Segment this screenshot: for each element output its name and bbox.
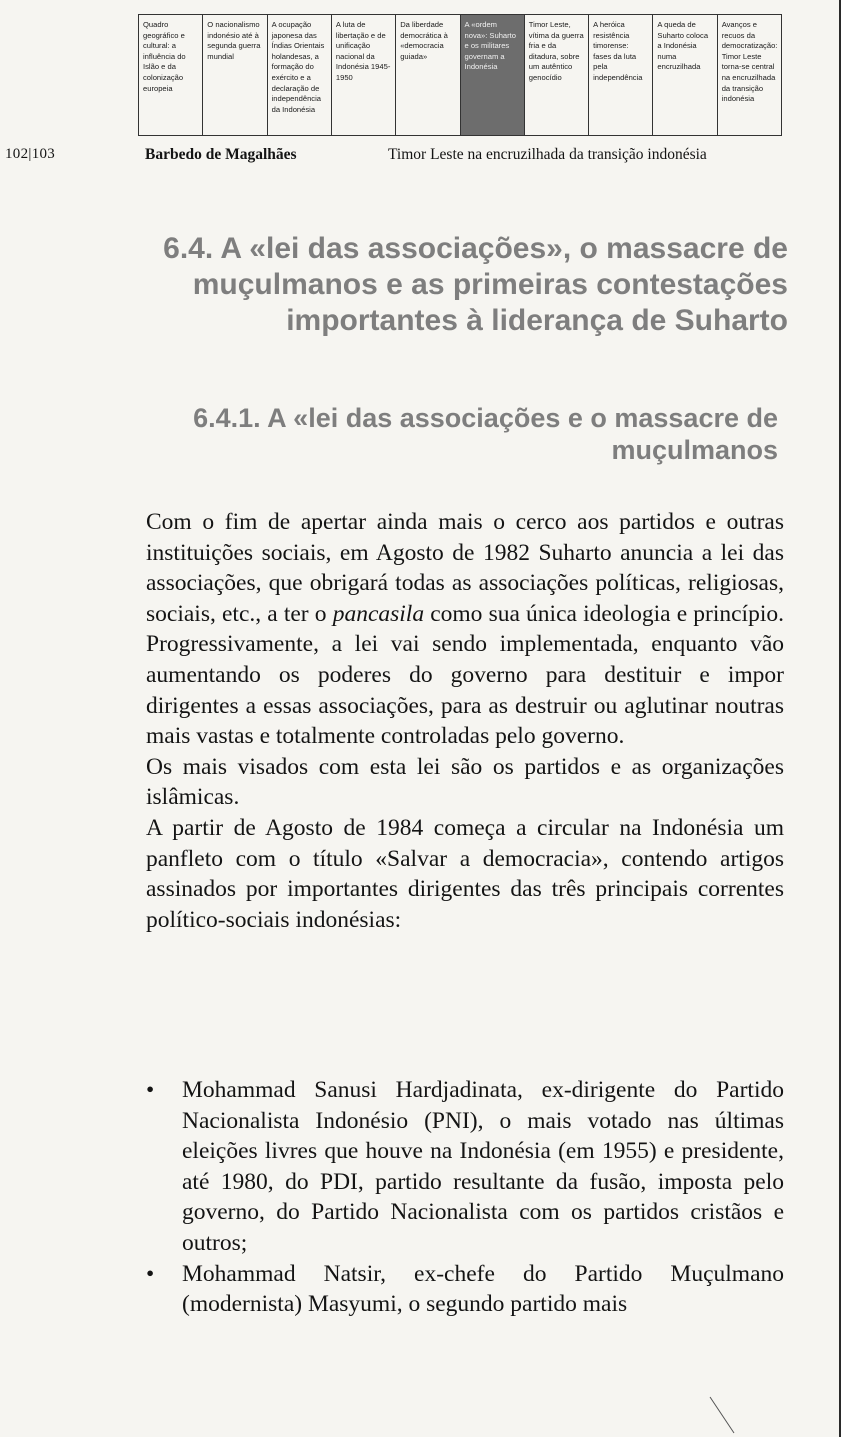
chapter-cell-1: Quadro geográfico e cultural: a influência do Islão e da colonização europeia <box>139 15 203 135</box>
page-numbers: 102|103 <box>5 146 56 162</box>
bullet-marker: • <box>146 1260 155 1287</box>
list-item-text: Mohammad Sanusi Hardjadinata, ex-dirigente do Partido Nacionalista Indonésio (PNI), o mais votado nas últimas eleições livres que houve na Indonésia (em 1955) e presidente, até 1980, do PDI, partido resultante da fusão, imposta pelo governo, do Partido Nacionalista com os partidos cristãos e outros; <box>182 1077 784 1256</box>
paragraph-1-text-b: como sua única ideologia e princípio. Progressivamente, a lei vai sendo implementada, enquanto vão aumentando os poderes do governo para destituir e impor dirigentes a essas associações, para as destruir ou aglutinar noutras mais vastas e totalmente controladas pelo governo. <box>146 600 784 750</box>
running-header-title: Timor Leste na encruzilhada da transição indonésia <box>388 146 707 163</box>
chapter-cell-2: O nacionalismo indonésio até à segunda guerra mundial <box>203 15 267 135</box>
chapter-cell-8: A heróica resistência timorense: fases da luta pela independência <box>589 15 653 135</box>
chapter-cell-9: A queda de Suharto coloca a Indonésia numa encruzilhada <box>653 15 717 135</box>
chapter-cell-3: A ocupação japonesa das Índias Orientais holandesas, a formação do exército e a declaração de independência da Indonésia <box>268 15 332 135</box>
chapter-cell-5: Da liberdade democrática à «democracia guiada» <box>396 15 460 135</box>
chapter-cell-7: Timor Leste, vítima da guerra fria e da ditadura, sobre um autêntico genocídio <box>525 15 589 135</box>
list-item <box>146 1259 784 1320</box>
paragraph-3: A partir de Agosto de 1984 começa a circular na Indonésia um panfleto com o título «Salvar a democracia», contendo artigos assinados por importantes dirigentes das três principais correntes político-sociais indonésias: <box>146 814 784 933</box>
list-item <box>146 1075 784 1259</box>
paragraph-1-text-a: Com o fim de apertar ainda mais o cerco aos partidos e outras instituições sociais, em Agosto de 1982 Suharto anuncia a lei das associações, que obrigará todas as associações políticas, religiosas, sociais, etc., a ter o <box>146 509 784 627</box>
chapter-cell-4: A luta de libertação e de unificação nacional da Indonésia 1945-1950 <box>332 15 396 135</box>
subsection-heading: 6.4.1. A «lei das associações e o massacre de muçulmanos <box>193 403 778 465</box>
chapter-cell-10: Avanços e recuos da democratização: Timor Leste torna-se central na encruzilhada da transição indonésia <box>718 15 782 135</box>
pancasila-term: pancasila <box>332 600 425 627</box>
signatories-list <box>146 1075 784 1320</box>
body-text <box>146 507 784 935</box>
bullet-marker: • <box>146 1077 155 1103</box>
paragraph-1 <box>146 507 784 752</box>
pencil-stroke-mark <box>706 1395 746 1435</box>
paragraph-2: Os mais visados com esta lei são os partidos e as organizações islâmicas. <box>146 753 784 811</box>
section-heading: 6.4. A «lei das associações», o massacre de muçulmanos e as primeiras contestações importantes à liderança de Suharto <box>163 232 788 337</box>
list-item-text: Mohammad Natsir, ex-chefe do Partido Muçulmano (modernista) Masyumi, o segundo partido mais <box>182 1260 784 1318</box>
running-header-author: Barbedo de Magalhães <box>145 146 297 163</box>
chapter-navigation-table <box>138 14 782 136</box>
chapter-cell-6-current: A «ordem nova»: Suharto e os militares governam a Indonésia <box>461 15 525 135</box>
